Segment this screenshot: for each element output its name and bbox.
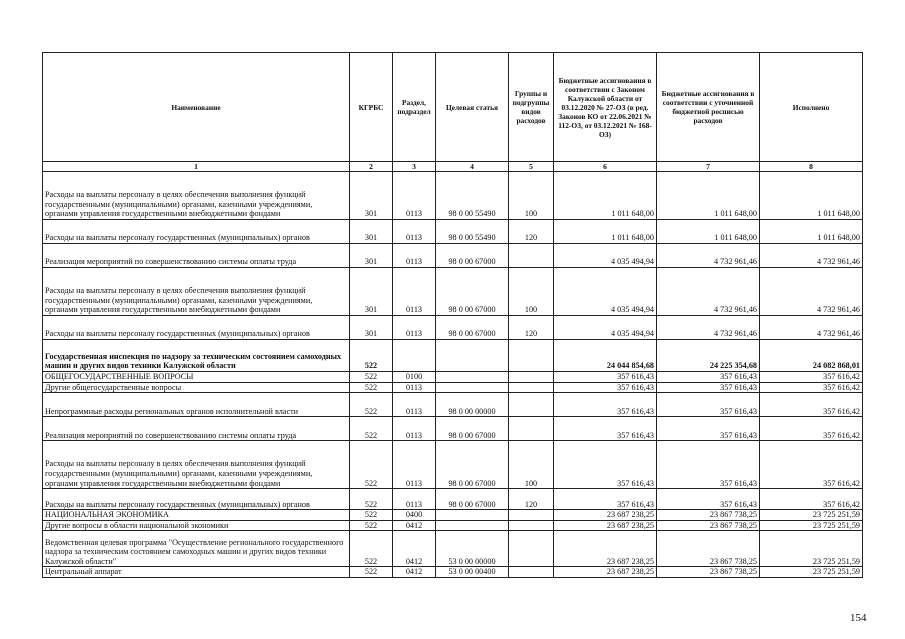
cell-kgrbs: 522 (350, 441, 393, 489)
cell-name: Реализация мероприятий по совершенствованию системы оплаты труда (43, 417, 350, 441)
cell-razdel: 0412 (393, 531, 436, 567)
cell-razdel: 0412 (393, 567, 436, 578)
cell-celevaya (436, 340, 509, 372)
column-number: 3 (393, 162, 436, 172)
cell-razdel: 0113 (393, 417, 436, 441)
cell-razdel: 0412 (393, 520, 436, 531)
cell-name: Реализация мероприятий по совершенствованию системы оплаты труда (43, 244, 350, 268)
table-row (43, 316, 863, 340)
table-body (43, 172, 863, 578)
column-number: 8 (760, 162, 863, 172)
cell-razdel: 0113 (393, 382, 436, 393)
cell-plan: 357 616,43 (554, 417, 657, 441)
cell-utoch: 357 616,43 (657, 372, 760, 383)
cell-kgrbs: 301 (350, 244, 393, 268)
cell-utoch: 4 732 961,46 (657, 244, 760, 268)
cell-razdel: 0113 (393, 244, 436, 268)
header-utoch: Бюджетные ассигнования в соответствии с уточненной бюджетной росписью расходов (657, 53, 760, 162)
cell-celevaya (436, 372, 509, 383)
cell-razdel: 0113 (393, 393, 436, 417)
cell-kgrbs: 522 (350, 489, 393, 510)
table-row (43, 441, 863, 489)
cell-utoch: 1 011 648,00 (657, 220, 760, 244)
cell-celevaya: 98 0 00 67000 (436, 441, 509, 489)
cell-kgrbs: 301 (350, 220, 393, 244)
cell-isp: 23 725 251,59 (760, 520, 863, 531)
table-row (43, 567, 863, 578)
page-number: 154 (850, 612, 867, 624)
table-row (43, 382, 863, 393)
cell-vid (509, 340, 554, 372)
cell-kgrbs: 301 (350, 172, 393, 220)
cell-plan: 357 616,43 (554, 393, 657, 417)
column-number: 7 (657, 162, 760, 172)
cell-plan: 357 616,43 (554, 372, 657, 383)
cell-plan: 23 687 238,25 (554, 520, 657, 531)
cell-celevaya: 53 0 00 00400 (436, 567, 509, 578)
cell-isp: 357 616,42 (760, 382, 863, 393)
cell-celevaya: 98 0 00 55490 (436, 172, 509, 220)
table-row (43, 531, 863, 567)
cell-vid (509, 417, 554, 441)
cell-isp: 23 725 251,59 (760, 510, 863, 521)
cell-kgrbs: 522 (350, 417, 393, 441)
cell-kgrbs: 522 (350, 531, 393, 567)
cell-kgrbs: 522 (350, 382, 393, 393)
table-row (43, 520, 863, 531)
cell-plan: 4 035 494,94 (554, 268, 657, 316)
cell-razdel: 0113 (393, 220, 436, 244)
cell-utoch: 24 225 354,68 (657, 340, 760, 372)
table-row (43, 172, 863, 220)
cell-utoch: 357 616,43 (657, 393, 760, 417)
table-row (43, 244, 863, 268)
cell-name: Расходы на выплаты персоналу государственных (муниципальных) органов (43, 489, 350, 510)
cell-celevaya: 98 0 00 67000 (436, 417, 509, 441)
cell-vid: 120 (509, 489, 554, 510)
column-number-row (43, 162, 863, 172)
cell-isp: 357 616,42 (760, 372, 863, 383)
cell-vid (509, 393, 554, 417)
cell-utoch: 357 616,43 (657, 417, 760, 441)
cell-isp: 24 082 868,01 (760, 340, 863, 372)
cell-plan: 23 687 238,25 (554, 510, 657, 521)
cell-kgrbs: 522 (350, 520, 393, 531)
table-row (43, 417, 863, 441)
header-plan: Бюджетные ассигнования в соответствии с Законом Калужской области от 03.12.2020 № 27-ОЗ (в ред. Законов КО от 22.06.2021 № 112-ОЗ, от 03.12.2021 № 168-ОЗ) (554, 53, 657, 162)
cell-vid: 100 (509, 441, 554, 489)
cell-isp: 4 732 961,46 (760, 268, 863, 316)
cell-isp: 357 616,42 (760, 393, 863, 417)
cell-vid (509, 372, 554, 383)
column-number: 5 (509, 162, 554, 172)
cell-name: Центральный аппарат (43, 567, 350, 578)
cell-isp: 4 732 961,46 (760, 316, 863, 340)
table-row (43, 268, 863, 316)
cell-isp: 357 616,42 (760, 441, 863, 489)
column-number: 1 (43, 162, 350, 172)
cell-razdel: 0100 (393, 372, 436, 383)
cell-isp: 23 725 251,59 (760, 567, 863, 578)
cell-name: Другие общегосударственные вопросы (43, 382, 350, 393)
cell-vid (509, 382, 554, 393)
cell-celevaya: 98 0 00 55490 (436, 220, 509, 244)
header-vid: Группы и подгруппы видов расходов (509, 53, 554, 162)
cell-kgrbs: 301 (350, 316, 393, 340)
cell-plan: 357 616,43 (554, 441, 657, 489)
header-row (43, 53, 863, 162)
cell-celevaya (436, 382, 509, 393)
cell-vid: 120 (509, 316, 554, 340)
cell-utoch: 1 011 648,00 (657, 172, 760, 220)
table-row (43, 393, 863, 417)
cell-name: НАЦИОНАЛЬНАЯ ЭКОНОМИКА (43, 510, 350, 521)
cell-razdel: 0113 (393, 441, 436, 489)
cell-name: Расходы на выплаты персоналу в целях обеспечения выполнения функций государственными (муниципальными) органами, казенными учреждениями, органами управления государственными внебюджетными фондами (43, 268, 350, 316)
cell-razdel: 0113 (393, 172, 436, 220)
table-row (43, 510, 863, 521)
cell-celevaya: 98 0 00 67000 (436, 244, 509, 268)
cell-utoch: 4 732 961,46 (657, 316, 760, 340)
cell-name: Расходы на выплаты персоналу в целях обеспечения выполнения функций государственными (муниципальными) органами, казенными учреждениями, органами управления государственными внебюджетными фондами (43, 441, 350, 489)
header-razdel: Раздел, подраздел (393, 53, 436, 162)
cell-razdel: 0400 (393, 510, 436, 521)
header-kgrbs: КГРБС (350, 53, 393, 162)
cell-razdel (393, 340, 436, 372)
cell-plan: 1 011 648,00 (554, 172, 657, 220)
cell-name: Расходы на выплаты персоналу государственных (муниципальных) органов (43, 220, 350, 244)
cell-vid (509, 567, 554, 578)
cell-utoch: 23 867 738,25 (657, 520, 760, 531)
cell-utoch: 357 616,43 (657, 489, 760, 510)
cell-kgrbs: 522 (350, 340, 393, 372)
cell-isp: 1 011 648,00 (760, 220, 863, 244)
budget-execution-table (42, 52, 863, 578)
cell-vid: 120 (509, 220, 554, 244)
cell-kgrbs: 522 (350, 372, 393, 383)
cell-kgrbs: 522 (350, 567, 393, 578)
column-number: 6 (554, 162, 657, 172)
header-isp: Исполнено (760, 53, 863, 162)
cell-vid: 100 (509, 172, 554, 220)
cell-isp: 1 011 648,00 (760, 172, 863, 220)
cell-celevaya: 53 0 00 00000 (436, 531, 509, 567)
cell-razdel: 0113 (393, 489, 436, 510)
cell-vid (509, 510, 554, 521)
cell-plan: 357 616,43 (554, 382, 657, 393)
cell-celevaya (436, 520, 509, 531)
cell-name: Расходы на выплаты персоналу в целях обеспечения выполнения функций государственными (муниципальными) органами, казенными учреждениями, органами управления государственными внебюджетными фондами (43, 172, 350, 220)
cell-razdel: 0113 (393, 316, 436, 340)
table-row-agency (43, 340, 863, 372)
cell-vid (509, 531, 554, 567)
cell-vid (509, 244, 554, 268)
cell-kgrbs: 522 (350, 510, 393, 521)
cell-utoch: 23 867 738,25 (657, 531, 760, 567)
cell-plan: 4 035 494,94 (554, 244, 657, 268)
cell-plan: 4 035 494,94 (554, 316, 657, 340)
column-number: 2 (350, 162, 393, 172)
cell-celevaya: 98 0 00 67000 (436, 489, 509, 510)
cell-kgrbs: 522 (350, 393, 393, 417)
table-row (43, 489, 863, 510)
cell-name: Непрограммные расходы региональных органов исполнительной власти (43, 393, 350, 417)
cell-celevaya: 98 0 00 67000 (436, 268, 509, 316)
cell-utoch: 357 616,43 (657, 382, 760, 393)
cell-celevaya (436, 510, 509, 521)
cell-utoch: 23 867 738,25 (657, 510, 760, 521)
cell-isp: 357 616,42 (760, 417, 863, 441)
cell-plan: 1 011 648,00 (554, 220, 657, 244)
cell-celevaya: 98 0 00 67000 (436, 316, 509, 340)
cell-plan: 24 044 854,68 (554, 340, 657, 372)
header-celevaya: Целевая статья (436, 53, 509, 162)
cell-vid (509, 520, 554, 531)
cell-name: Расходы на выплаты персоналу государственных (муниципальных) органов (43, 316, 350, 340)
cell-isp: 357 616,42 (760, 489, 863, 510)
cell-name: Ведомственная целевая программа "Осуществление регионального государственного надзора за техническим состоянием самоходных машин и других видов техники Калужской области" (43, 531, 350, 567)
cell-utoch: 23 867 738,25 (657, 567, 760, 578)
cell-razdel: 0113 (393, 268, 436, 316)
cell-isp: 4 732 961,46 (760, 244, 863, 268)
cell-plan: 357 616,43 (554, 489, 657, 510)
cell-celevaya: 98 0 00 00000 (436, 393, 509, 417)
cell-plan: 23 687 238,25 (554, 567, 657, 578)
cell-vid: 100 (509, 268, 554, 316)
cell-kgrbs: 301 (350, 268, 393, 316)
cell-isp: 23 725 251,59 (760, 531, 863, 567)
cell-utoch: 357 616,43 (657, 441, 760, 489)
cell-name: ОБЩЕГОСУДАРСТВЕННЫЕ ВОПРОСЫ (43, 372, 350, 383)
header-name: Наименование (43, 53, 350, 162)
table-row (43, 220, 863, 244)
column-number: 4 (436, 162, 509, 172)
cell-name: Государственная инспекция по надзору за техническим состоянием самоходных машин и других видов техники Калужской области (43, 340, 350, 372)
cell-name: Другие вопросы в области национальной экономики (43, 520, 350, 531)
cell-utoch: 4 732 961,46 (657, 268, 760, 316)
cell-plan: 23 687 238,25 (554, 531, 657, 567)
table-row (43, 372, 863, 383)
